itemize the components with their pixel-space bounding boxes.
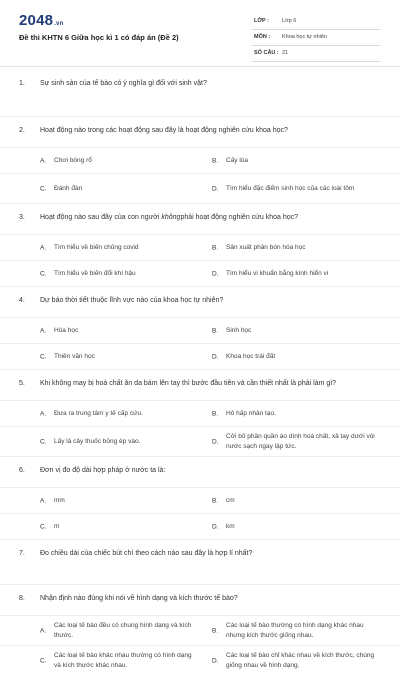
option-letter: B. — [212, 327, 219, 334]
header-divider — [0, 66, 400, 67]
question-line — [0, 585, 400, 611]
question-1 — [0, 70, 400, 116]
option-c[interactable] — [40, 646, 200, 675]
options-row — [0, 645, 400, 675]
option-a[interactable] — [40, 488, 200, 513]
option-letter: A. — [40, 497, 47, 504]
options-grid — [0, 234, 400, 286]
option-letter: C. — [40, 438, 47, 445]
option-b[interactable] — [212, 401, 382, 426]
question-text: Khi không may bị hoá chất ăn da bám lên tay thì bước đầu tiên và cần thiết nhất là phải làm gì? — [40, 380, 337, 387]
option-d[interactable] — [212, 261, 382, 286]
question-line — [0, 540, 400, 562]
question-line — [0, 287, 400, 313]
option-d[interactable] — [212, 514, 382, 539]
option-letter: D. — [212, 657, 219, 664]
question-line — [0, 370, 400, 396]
logo-text: 2048 — [19, 12, 54, 29]
option-letter: C. — [40, 657, 47, 664]
option-text: Sinh học — [226, 326, 252, 334]
options-grid — [0, 147, 400, 203]
option-letter: D. — [212, 523, 219, 530]
meta-label: MÔN : — [254, 34, 271, 40]
question-text-start: Hoạt động nào sau đây của con người — [40, 214, 162, 221]
option-letter: A. — [40, 244, 47, 251]
option-b[interactable] — [212, 616, 382, 645]
question-text: Đơn vị đo độ dài hợp pháp ở nước ta là: — [40, 467, 166, 474]
options-row — [0, 615, 400, 645]
options-row — [0, 260, 400, 286]
option-text: Các loại tế bào thường có hình dạng khác nhau nhưng kích thước giống nhau. — [226, 621, 364, 639]
option-d[interactable] — [212, 427, 382, 456]
option-text: mm — [54, 496, 65, 504]
option-d[interactable] — [212, 174, 382, 203]
option-letter: C. — [40, 353, 47, 360]
option-text: km — [226, 522, 235, 530]
meta-row-subject — [252, 30, 380, 46]
option-text: Thiên văn học — [54, 352, 95, 360]
option-c[interactable] — [40, 261, 200, 286]
question-number: 8. — [19, 595, 25, 602]
option-d[interactable] — [212, 646, 382, 675]
option-text: Khoa học trái đất — [226, 352, 276, 360]
option-text: Tìm hiểu đặc điểm sinh học của các loài tôm — [226, 184, 355, 192]
page-title: Đề thi KHTN 6 Giữa học kì 1 có đáp án (Đề 2) — [19, 33, 179, 42]
options-grid — [0, 317, 400, 369]
options-row — [0, 487, 400, 513]
option-a[interactable] — [40, 318, 200, 343]
meta-value: 21 — [282, 50, 289, 56]
option-text: Tìm hiểu về biến đổi khí hậu — [54, 269, 136, 277]
option-text: Đánh đàn — [54, 184, 83, 192]
options-row — [0, 147, 400, 173]
meta-label: SỐ CÂU : — [254, 50, 279, 56]
question-number: 6. — [19, 467, 25, 474]
option-letter: B. — [212, 244, 219, 251]
options-row — [0, 343, 400, 369]
meta-row-count — [252, 46, 380, 62]
option-text: Lấy lá cây thuốc bỏng ép vào. — [54, 437, 141, 445]
option-b[interactable] — [212, 235, 382, 260]
option-b[interactable] — [212, 148, 382, 173]
option-text: Cấy lúa — [226, 156, 249, 164]
question-number: 1. — [19, 80, 25, 87]
meta-row-class — [252, 14, 380, 30]
option-a[interactable] — [40, 401, 200, 426]
meta-label: LỚP : — [254, 18, 269, 24]
options-row — [0, 400, 400, 426]
question-5 — [0, 370, 400, 456]
question-4 — [0, 287, 400, 369]
question-3 — [0, 204, 400, 286]
option-b[interactable] — [212, 318, 382, 343]
option-text: cm — [226, 496, 235, 504]
option-c[interactable] — [40, 174, 200, 203]
question-7 — [0, 540, 400, 584]
question-2 — [0, 117, 400, 203]
option-text: Đưa ra trung tâm y tế cấp cứu. — [54, 409, 143, 417]
question-number: 2. — [19, 127, 25, 134]
site-logo[interactable] — [19, 12, 63, 29]
option-text: Các loại tế bào đều có chung hình dạng và kích thước. — [54, 621, 192, 639]
option-text: Cởi bỏ phần quần áo dính hoá chất, xả tay dưới vòi nước sạch ngay lập tức. — [226, 432, 375, 450]
option-letter: A. — [40, 627, 47, 634]
option-c[interactable] — [40, 427, 200, 456]
logo-tld: .vn — [54, 21, 64, 27]
question-number: 3. — [19, 214, 25, 221]
question-text-end: phải hoạt động nghiên cứu khoa học? — [180, 214, 298, 221]
option-letter: B. — [212, 410, 219, 417]
option-letter: A. — [40, 157, 47, 164]
question-text: Hoạt động nào trong các hoạt động sau đây là hoạt động nghiên cứu khoa học? — [40, 127, 288, 134]
question-number: 5. — [19, 380, 25, 387]
question-text: Dự báo thời tiết thuộc lĩnh vực nào của khoa học tự nhiên? — [40, 297, 224, 304]
option-letter: B. — [212, 157, 219, 164]
question-line — [0, 70, 400, 92]
option-text: Sản xuất phân bón hóa học — [226, 243, 306, 251]
options-row — [0, 426, 400, 456]
meta-value: Khoa học tự nhiên — [282, 34, 327, 40]
options-grid — [0, 400, 400, 456]
option-letter: B. — [212, 497, 219, 504]
option-text: Hóa học — [54, 326, 79, 334]
question-6 — [0, 457, 400, 539]
option-letter: D. — [212, 270, 219, 277]
option-letter: D. — [212, 353, 219, 360]
meta-table — [252, 14, 380, 62]
options-row — [0, 513, 400, 539]
question-line — [0, 117, 400, 143]
option-c[interactable] — [40, 344, 200, 369]
option-letter: B. — [212, 627, 219, 634]
option-a[interactable] — [40, 235, 200, 260]
document-header — [0, 0, 400, 66]
option-letter: C. — [40, 523, 47, 530]
question-text-emphasis: không — [161, 214, 181, 221]
options-row — [0, 317, 400, 343]
option-text: Các loại tế bào chỉ khác nhau về kích thước, chúng giống nhau về hình dạng. — [226, 651, 375, 669]
options-row — [0, 173, 400, 203]
option-b[interactable] — [212, 488, 382, 513]
option-letter: C. — [40, 185, 47, 192]
option-letter: C. — [40, 270, 47, 277]
question-text: Đo chiều dài của chiếc bút chì theo cách nào sau đây là hợp lí nhất? — [40, 550, 253, 557]
question-text: Nhận định nào đúng khi nói về hình dạng và kích thước tế bào? — [40, 595, 238, 602]
option-text: Chơi bóng rổ — [54, 156, 92, 164]
option-letter: D. — [212, 185, 219, 192]
option-text: Tìm hiểu về biến chủng covid — [54, 243, 139, 251]
question-text: Sự sinh sản của tế bào có ý nghĩa gì đối với sinh vật? — [40, 80, 207, 87]
option-text: m — [54, 522, 60, 530]
option-text: Tìm hiểu vi khuẩn bằng kính hiển vi — [226, 269, 329, 277]
question-number: 4. — [19, 297, 25, 304]
question-list — [0, 70, 400, 675]
question-line — [0, 457, 400, 483]
option-a[interactable] — [40, 616, 200, 645]
option-letter: D. — [212, 438, 219, 445]
question-line — [0, 204, 400, 230]
question-number: 7. — [19, 550, 25, 557]
question-text — [40, 214, 298, 221]
meta-value: Lớp 6 — [282, 18, 297, 24]
options-grid — [0, 615, 400, 675]
option-letter: A. — [40, 410, 47, 417]
question-8 — [0, 585, 400, 675]
option-text: Hô hấp nhân tạo. — [226, 409, 276, 417]
option-d[interactable] — [212, 344, 382, 369]
option-c[interactable] — [40, 514, 200, 539]
option-letter: A. — [40, 327, 47, 334]
options-grid — [0, 487, 400, 539]
option-a[interactable] — [40, 148, 200, 173]
options-row — [0, 234, 400, 260]
option-text: Các loại tế bào khác nhau thường có hình dạng và kích thước khác nhau. — [54, 651, 192, 669]
